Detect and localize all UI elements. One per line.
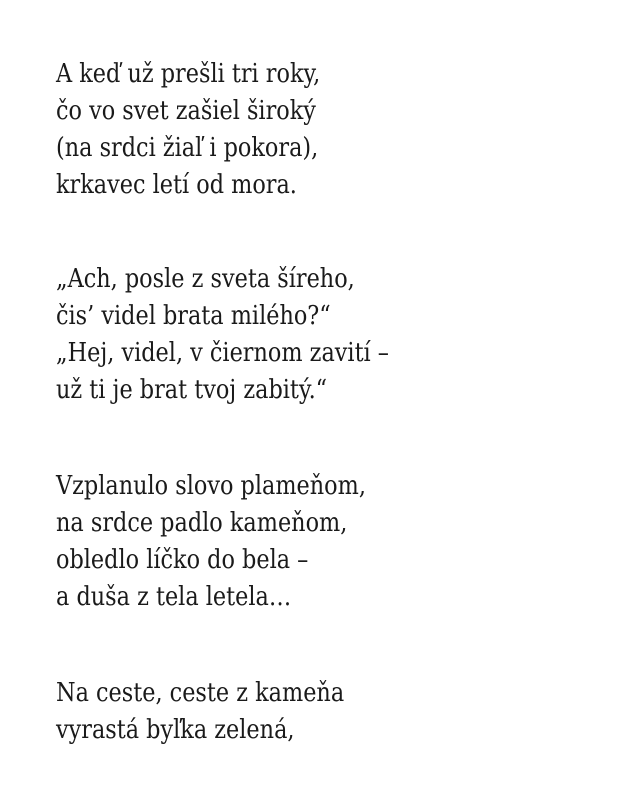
poem-line: vyrastá byľka zelená, [56,715,295,745]
poem-line: (na srdci žiaľ i pokora), [56,133,319,163]
poem-line: „Hej, videl, v čiernom zavití – [56,338,389,368]
poem-line: Na ceste, ceste z kameňa [56,678,345,708]
poem-line: Vzplanulo slovo plameňom, [56,471,366,501]
poem-line: obledlo líčko do bela – [56,545,309,575]
stanza-4 [56,675,391,749]
poem-line: A keď už prešli tri roky, [56,59,321,89]
poem-line: čo vo svet zašiel široký [56,96,316,126]
stanza-3 [56,468,416,616]
stanza-1 [56,56,363,204]
poem-line: a duša z tela letela… [56,582,292,612]
poem-line: už ti je brat tvoj zabitý.“ [56,375,328,405]
stanza-2 [56,261,443,409]
poem-line: čis’ videl brata milého?“ [56,301,331,331]
poem-line: na srdce padlo kameňom, [56,508,348,538]
poem-line: „Ach, posle z sveta šíreho, [56,264,355,294]
poem-line: krkavec letí od mora. [56,170,297,200]
